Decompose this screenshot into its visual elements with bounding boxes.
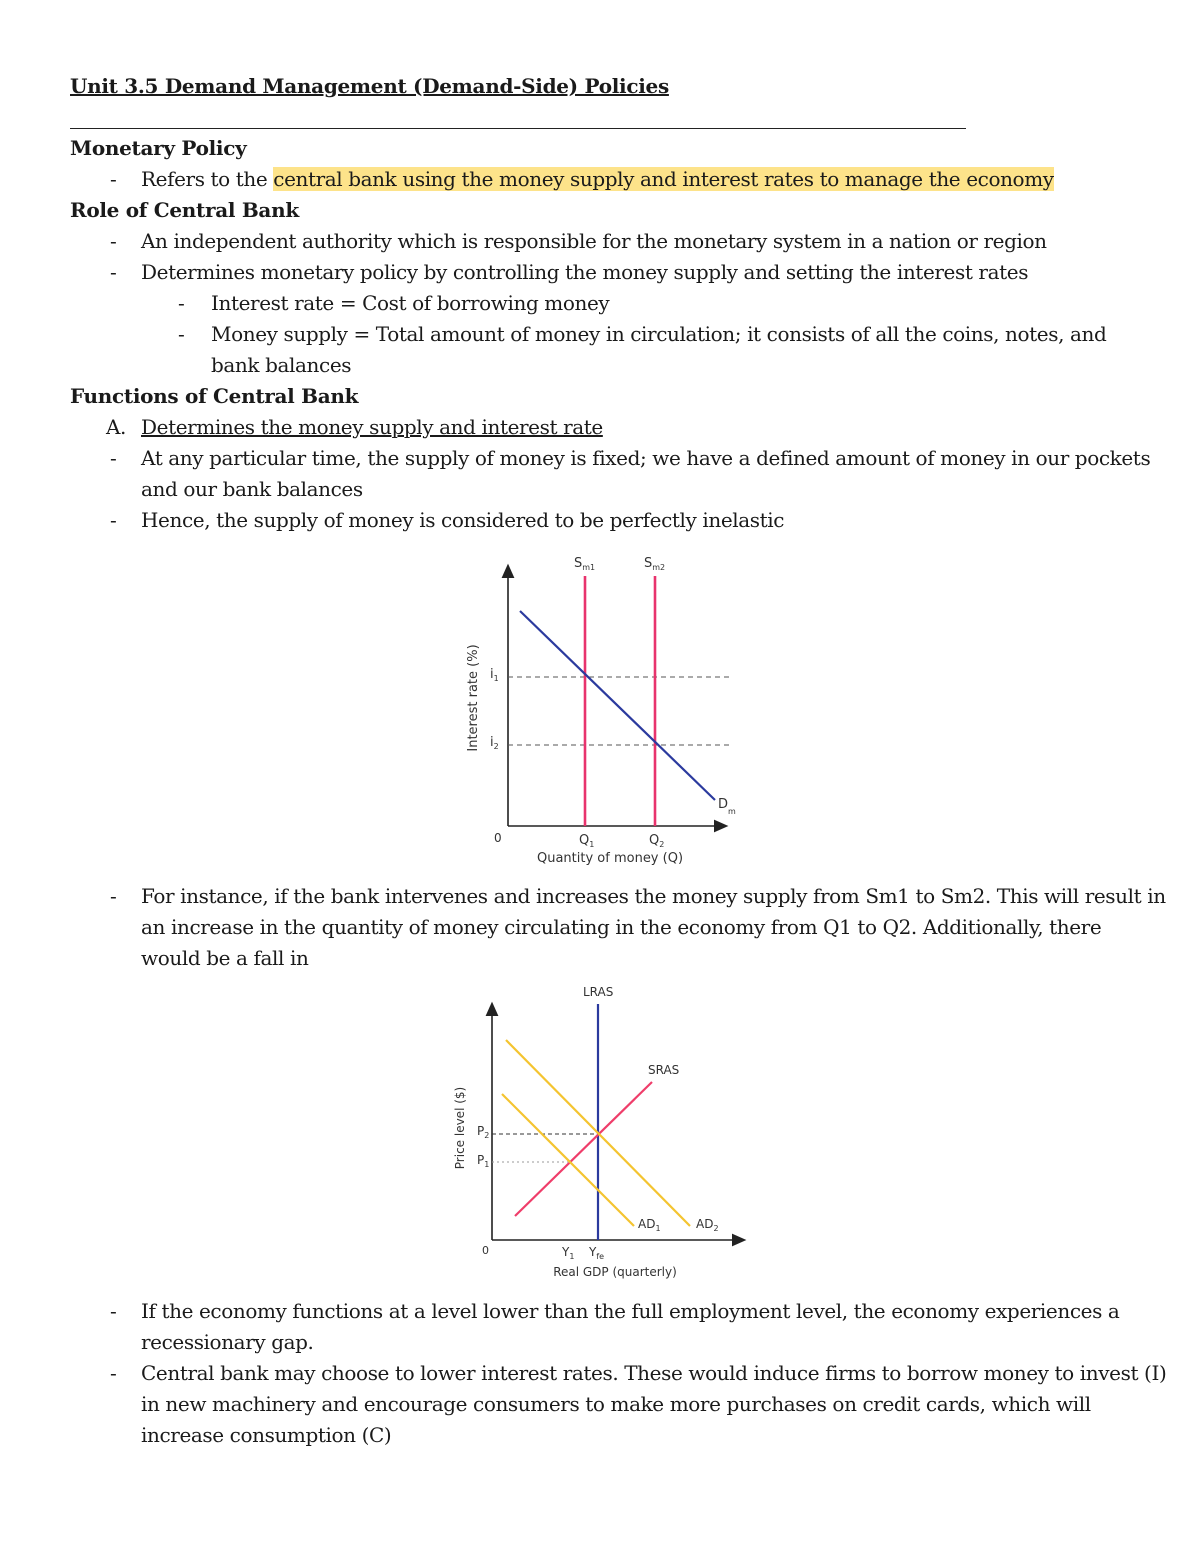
monetary-policy-definition [141, 167, 1054, 191]
bullet-dash: - [110, 167, 117, 191]
functions-bullet-5-line-2: in new machinery and encourage consumers to make more purchases on credit cards, which will [141, 1392, 1091, 1416]
sm2-label: $S_{m2}$ [644, 556, 666, 572]
y1-label: $Y_1$ [562, 1245, 575, 1261]
functions-bullet-4-line-1: If the economy functions at a level lower than the full employment level, the economy experiences a [141, 1299, 1120, 1323]
origin-label: 0 [482, 1244, 489, 1257]
role-bullet-1: An independent authority which is responsible for the monetary system in a nation or region [141, 229, 1047, 253]
role-sub-bullet-2-line-1: Money supply = Total amount of money in circulation; it consists of all the coins, notes, and [211, 322, 1107, 346]
bullet-dash: - [110, 1299, 117, 1323]
role-sub-bullet-2-line-2: bank balances [211, 353, 352, 377]
bullet-dash: - [110, 260, 117, 284]
bullet-dash: - [110, 229, 117, 253]
x-axis-title: Quantity of money (Q) [536, 851, 684, 866]
ad-as-chart [440, 980, 760, 1285]
bullet-dash: - [110, 446, 117, 470]
highlighted-definition: central bank using the money supply and interest rates to manage the economy [273, 167, 1054, 191]
i1-label: $i_1$ [490, 667, 499, 683]
sras-curve [515, 1082, 652, 1216]
i2-label: $i_2$ [490, 735, 499, 751]
item-a-marker: A. [106, 415, 127, 439]
functions-bullet-3-line-3: would be a fall in [141, 946, 309, 970]
q1-label: $Q_1$ [579, 833, 595, 849]
functions-bullet-2: Hence, the supply of money is considered to be perfectly inelastic [141, 508, 785, 532]
y-axis-title: Price level ($) [453, 1086, 467, 1170]
p2-label: $P_2$ [477, 1124, 490, 1140]
role-bullet-2: Determines monetary policy by controlling the money supply and setting the interest rates [141, 260, 1029, 284]
dm-label: $D_m$ [718, 797, 736, 816]
sub-bullet-dash: - [178, 322, 185, 346]
functions-bullet-5-line-3: increase consumption (C) [141, 1423, 392, 1447]
bullet-dash: - [110, 1361, 117, 1385]
lras-label: LRAS [583, 985, 614, 999]
title-divider [70, 128, 966, 129]
functions-bullet-4-line-2: recessionary gap. [141, 1330, 314, 1354]
sras-label: SRAS [648, 1063, 680, 1077]
yfe-label: $Y_{fe}$ [589, 1245, 605, 1261]
sm1-label: $S_{m1}$ [574, 556, 596, 572]
item-a-text: Determines the money supply and interest rate [141, 415, 603, 439]
bullet-dash: - [110, 508, 117, 532]
functions-bullet-5-line-1: Central bank may choose to lower interest rates. These would induce firms to borrow money to invest (I) [141, 1361, 1167, 1385]
dm-curve [520, 611, 715, 800]
origin-label: 0 [494, 831, 502, 845]
q2-label: $Q_2$ [649, 833, 665, 849]
money-market-chart [440, 548, 770, 873]
ad2-label: $AD_2$ [696, 1217, 719, 1233]
ad1-label: $AD_1$ [638, 1217, 661, 1233]
functions-bullet-1-line-1: At any particular time, the supply of money is fixed; we have a defined amount of money in our pockets [141, 446, 1151, 470]
heading-role-central-bank: Role of Central Bank [70, 198, 299, 222]
x-axis-title: Real GDP (quarterly) [553, 1265, 677, 1279]
heading-monetary-policy: Monetary Policy [70, 136, 247, 160]
heading-functions-central-bank: Functions of Central Bank [70, 384, 359, 408]
functions-bullet-3-line-1: For instance, if the bank intervenes and increases the money supply from Sm1 to Sm2. This will result in [141, 884, 1166, 908]
bullet-dash: - [110, 884, 117, 908]
functions-bullet-3-line-2: an increase in the quantity of money circulating in the economy from Q1 to Q2. Additionally, there [141, 915, 1102, 939]
document-title: Unit 3.5 Demand Management (Demand-Side) Policies [70, 74, 669, 98]
definition-prefix: Refers to the [141, 167, 274, 191]
p1-label: $P_1$ [477, 1153, 490, 1169]
y-axis-title: Interest rate (%) [466, 644, 481, 752]
functions-bullet-1-line-2: and our bank balances [141, 477, 363, 501]
ad1-curve [502, 1094, 634, 1226]
role-sub-bullet-1: Interest rate = Cost of borrowing money [211, 291, 610, 315]
sub-bullet-dash: - [178, 291, 185, 315]
